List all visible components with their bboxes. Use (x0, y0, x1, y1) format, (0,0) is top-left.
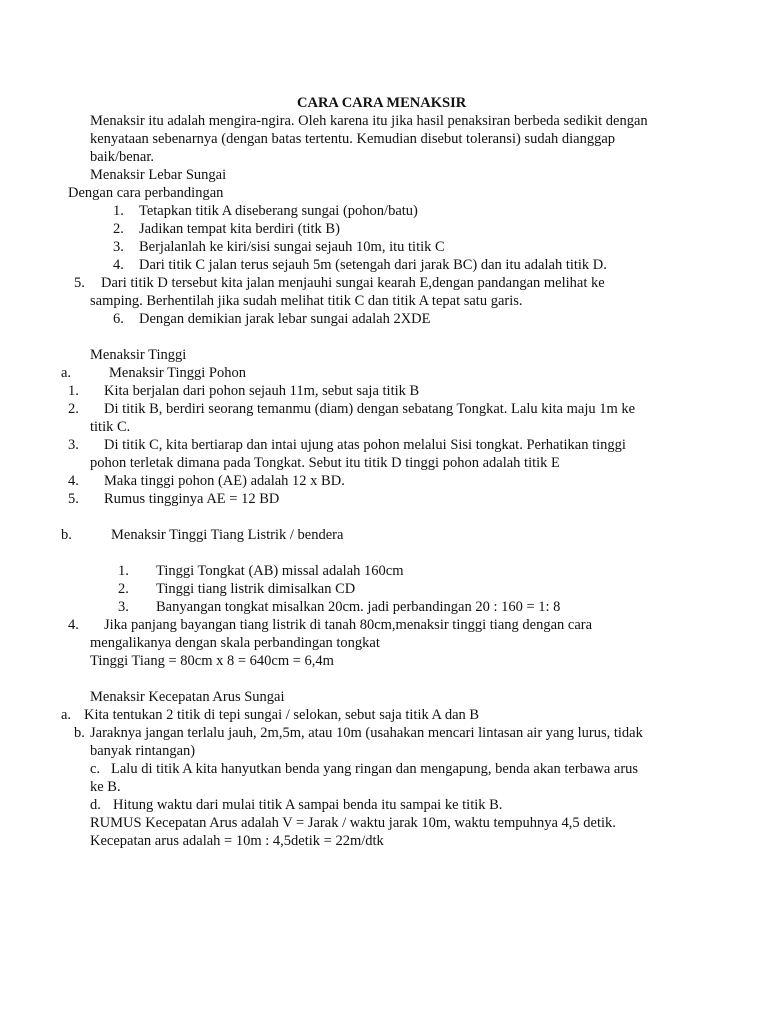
list-number: 6. (113, 311, 124, 327)
intro-line: Menaksir itu adalah mengira-ngira. Oleh karena itu jika hasil penaksiran berbeda sedikit dengan (90, 113, 648, 129)
list-item: Kita tentukan 2 titik di tepi sungai / selokan, sebut saja titik A dan B (84, 707, 480, 723)
subsection-heading: Menaksir Tinggi Tiang Listrik / bendera (111, 527, 344, 543)
list-item: Dari titik C jalan terus sejauh 5m (setengah dari jarak BC) dan itu adalah titik D. (139, 257, 607, 273)
list-item: Tinggi Tongkat (AB) missal adalah 160cm (156, 563, 404, 579)
list-item: Di titik B, berdiri seorang temanmu (diam) dengan sebatang Tongkat. Lalu kita maju 1m ke (104, 401, 636, 417)
formula-line: RUMUS Kecepatan Arus adalah V = Jarak / waktu jarak 10m, waktu tempuhnya 4,5 detik. (90, 815, 616, 831)
list-item: Di titik C, kita bertiarap dan intai ujung atas pohon melalui Sisi tongkat. Perhatikan tinggi (104, 437, 626, 453)
list-item: Jika panjang bayangan tiang listrik di tanah 80cm,menaksir tinggi tiang dengan cara (104, 617, 593, 633)
list-item: Berjalanlah ke kiri/sisi sungai sejauh 10m, itu titik C (139, 239, 445, 255)
result-line: Kecepatan arus adalah = 10m : 4,5detik = 22m/dtk (90, 833, 384, 849)
list-number: 4. (113, 257, 124, 273)
list-item-continuation: ke B. (90, 779, 121, 795)
page-title: CARA CARA MENAKSIR (297, 95, 467, 111)
list-item: Banyangan tongkat misalkan 20cm. jadi perbandingan 20 : 160 = 1: 8 (156, 599, 561, 615)
list-number: 2. (68, 401, 79, 417)
list-number: 3. (68, 437, 79, 453)
list-number: b. (74, 725, 85, 741)
list-item-continuation: banyak rintangan) (90, 743, 196, 759)
list-number: 2. (113, 221, 124, 237)
list-item-continuation: titik C. (90, 419, 131, 435)
list-item: Jadikan tempat kita berdiri (titk B) (139, 221, 340, 237)
list-number: c. (90, 761, 101, 777)
list-item: Rumus tingginya AE = 12 BD (104, 491, 280, 507)
list-number: 1. (68, 383, 79, 399)
list-item: Jaraknya jangan terlalu jauh, 2m,5m, atau 10m (usahakan mencari lintasan air yang lurus, tidak (90, 725, 643, 741)
list-number: 5. (68, 491, 79, 507)
list-item: Tetapkan titik A diseberang sungai (pohon/batu) (139, 203, 418, 219)
list-number: 3. (118, 599, 129, 615)
intro-line: baik/benar. (90, 149, 155, 165)
list-item: Maka tinggi pohon (AE) adalah 12 x BD. (104, 473, 345, 489)
intro-line: kenyataan sebenarnya (dengan batas tertentu. Kemudian disebut toleransi) sudah dianggap (90, 131, 616, 147)
subsection-heading: Menaksir Tinggi Pohon (109, 365, 246, 381)
list-number: 3. (113, 239, 124, 255)
list-item: Dengan demikian jarak lebar sungai adalah 2XDE (139, 311, 431, 327)
list-item-continuation: mengalikanya dengan skala perbandingan tongkat (90, 635, 380, 651)
list-number: 1. (118, 563, 129, 579)
list-item: Hitung waktu dari mulai titik A sampai benda itu sampai ke titik B. (113, 797, 503, 813)
list-number: a. (61, 707, 72, 723)
list-item: Tinggi tiang listrik dimisalkan CD (156, 581, 356, 597)
list-item: Dari titik D tersebut kita jalan menjauhi sungai kearah E,dengan pandangan melihat ke (101, 275, 605, 291)
list-number: 4. (68, 617, 79, 633)
list-item: Lalu di titik A kita hanyutkan benda yang ringan dan mengapung, benda akan terbawa arus (111, 761, 639, 777)
list-item-continuation: samping. Berhentilah jika sudah melihat titik C dan titik A tepat satu garis. (90, 293, 523, 309)
list-number: 2. (118, 581, 129, 597)
list-item: Kita berjalan dari pohon sejauh 11m, sebut saja titik B (104, 383, 420, 399)
subsection-label: b. (61, 527, 72, 543)
section-heading-tinggi: Menaksir Tinggi (90, 347, 187, 363)
list-number: d. (90, 797, 101, 813)
formula-line: Tinggi Tiang = 80cm x 8 = 640cm = 6,4m (90, 653, 334, 669)
list-number: 5. (74, 275, 85, 291)
method-label: Dengan cara perbandingan (68, 185, 224, 201)
list-number: 4. (68, 473, 79, 489)
list-item-continuation: pohon terletak dimana pada Tongkat. Sebut itu titik D tinggi pohon adalah titik E (90, 455, 560, 471)
section-heading-kecepatan: Menaksir Kecepatan Arus Sungai (90, 689, 285, 705)
subsection-label: a. (61, 365, 72, 381)
section-heading-lebar: Menaksir Lebar Sungai (90, 167, 227, 183)
list-number: 1. (113, 203, 124, 219)
